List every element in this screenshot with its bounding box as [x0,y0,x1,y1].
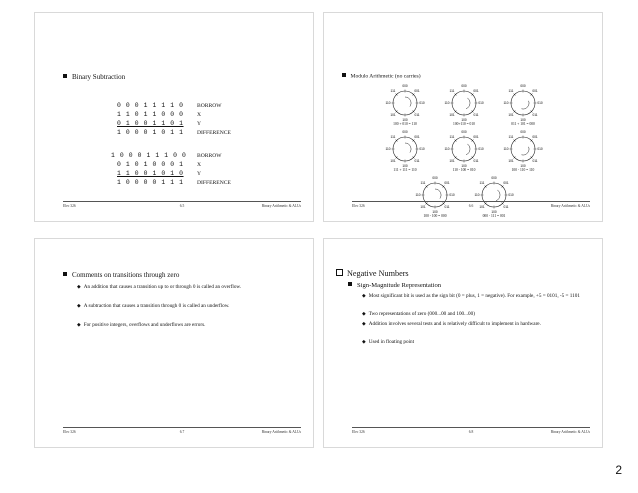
wheel-arrow [466,98,470,109]
modulo-wheel [406,175,464,223]
wheel-label: 111 [479,181,485,186]
modulo-wheel [494,129,552,177]
wheel-label: 001 [473,135,479,140]
wheel-label: 000 [402,84,408,89]
diamond-bullet-icon: ◆ [77,323,81,328]
wheel-label: 000 [520,130,526,135]
wheel-label: 000 [402,130,408,135]
bullet-item [362,311,594,318]
diamond-bullet-icon: ◆ [362,340,366,345]
y-label: Y [197,120,202,127]
wheel-label: 010 [419,147,425,152]
slide-title-text: Binary Subtraction [72,73,126,81]
slide-title [63,73,125,81]
slide-title-text: Modulo Arithmetic (no carries) [350,73,421,80]
difference-label: DIFFERENCE [197,129,231,136]
modulo-wheel-graphic [494,129,552,169]
wheel-label: 110 [385,147,391,152]
modulo-wheel-graphic [494,83,552,123]
footer-topic: Binary Arithmetic & ALUs [550,204,590,208]
wheel-label: 010 [478,101,484,106]
wheel-label: 100 [520,164,526,169]
slide-footer [352,427,590,441]
y-label: Y [197,170,202,177]
wheel-label: 110 [385,101,391,106]
square-bullet-icon [63,74,67,78]
wheel-label: 111 [508,89,514,94]
slide-subtitle-text: Sign-Magnitude Representation [357,282,442,289]
wheel-label: 011 [414,113,420,118]
x-label: X [197,111,202,118]
wheel-label: 110 [415,193,421,198]
wheel-label: 011 [473,113,479,118]
square-bullet-icon [342,73,346,77]
wheel-label: 010 [508,193,514,198]
square-bullet-icon [348,282,352,286]
wheel-label: 001 [503,181,509,186]
wheel-arrow [521,101,529,109]
slide-title-text: Comments on transitions through zero [72,271,180,279]
wheel-arrow [521,147,529,155]
slide-footer [63,427,301,441]
hollow-square-bullet-icon [336,269,343,276]
wheel-label: 101 [420,205,426,210]
borrow-label: BORROW [197,152,222,159]
wheel-label: 111 [390,135,396,140]
difference-row: 1 0 0 0 0 1 1 1 [117,179,184,186]
x-row: 0 1 0 1 0 0 0 1 [117,161,184,168]
wheel-label: 111 [449,135,455,140]
y-row: 0 1 0 0 1 1 0 1 [117,120,184,127]
wheel-label: 101 [390,113,396,118]
diamond-bullet-icon: ◆ [77,304,81,309]
footer-course: Elec 326 [63,430,76,434]
wheel-label: 111 [390,89,396,94]
bullet-text: For positive integers, overflows and underflows are errors. [83,322,206,328]
wheel-label: 111 [449,89,455,94]
wheel-label: 001 [532,135,538,140]
bullet-text: A subtraction that causes a transition through 0 is called an underflow. [83,303,230,309]
wheel-label: 100 [402,118,408,123]
slide-title [63,271,179,279]
wheel-label: 010 [449,193,455,198]
slide-footer [352,201,590,215]
wheel-label: 011 [444,205,450,210]
wheel-label: 001 [532,89,538,94]
wheel-caption: 100 + 010 = 110 [393,122,417,126]
difference-label: DIFFERENCE [197,179,231,186]
wheel-caption: 011 + 101 = 000 [511,122,535,126]
wheel-label: 100 [461,118,467,123]
wheel-label: 101 [508,159,514,164]
wheel-label: 001 [414,135,420,140]
slide-title [342,73,421,80]
wheel-label: 110 [444,101,450,106]
x-row: 1 1 0 1 1 0 0 0 [117,111,184,118]
square-bullet-icon [63,272,67,276]
wheel-label: 110 [503,147,509,152]
wheel-caption: 100 - 100 = 000 [423,214,447,218]
wheel-caption: 111 + 111 = 110 [393,168,417,172]
bullet-item [77,303,257,310]
modulo-wheel [494,83,552,131]
wheel-label: 111 [420,181,426,186]
wheel-label: 011 [473,159,479,164]
footer-rule [352,201,590,202]
modulo-wheel-graphic [435,83,493,123]
slide-footer [63,201,301,215]
wheel-label: 101 [449,113,455,118]
bullet-item [362,293,594,300]
wheel-label: 110 [503,101,509,106]
modulo-wheel-graphic [376,83,434,123]
wheel-label: 000 [432,176,438,181]
bullet-text: Most significant bit is used as the sign bit (0 = plus, 1 = negative). For example, +5 = 0101, -5 = 1101 [368,293,580,299]
diamond-bullet-icon: ◆ [362,312,366,317]
wheel-label: 101 [479,205,485,210]
wheel-label: 011 [532,159,538,164]
wheel-label: 000 [461,130,467,135]
footer-course: Elec 326 [352,204,365,208]
bullet-text: Used in floating point [368,339,415,345]
footer-slide-number: 6.5 [179,204,185,208]
borrow-label: BORROW [197,102,222,109]
borrow-row: 0 0 0 1 1 1 1 0 [117,102,184,109]
wheel-label: 011 [532,113,538,118]
wheel-label: 100 [432,210,438,215]
wheel-label: 011 [503,205,509,210]
wheel-label: 100 [491,210,497,215]
wheel-label: 001 [414,89,420,94]
wheel-label: 010 [478,147,484,152]
footer-rule [63,201,301,202]
wheel-label: 001 [444,181,450,186]
footer-rule [63,427,301,428]
diamond-bullet-icon: ◆ [77,285,81,290]
slide-negative-numbers [323,238,603,448]
bullet-item [77,284,257,291]
modulo-wheel [465,175,523,223]
footer-course: Elec 326 [63,204,76,208]
slide-binary-subtraction [34,12,314,222]
bullet-item [362,321,562,328]
footer-slide-number: 6.7 [179,430,185,434]
borrow-row: 1 0 0 0 1 1 1 0 0 [111,152,187,159]
wheel-label: 111 [508,135,514,140]
difference-row: 1 0 0 0 1 0 1 1 [117,129,184,136]
modulo-wheel [376,129,434,177]
modulo-wheel-graphic [435,129,493,169]
wheel-caption: 110 - 100 = 010 [452,168,476,172]
wheel-label: 000 [491,176,497,181]
wheel-label: 000 [461,84,467,89]
footer-course: Elec 326 [352,430,365,434]
wheel-caption: 100 - 110 = 110 [511,168,535,172]
wheel-arrow [405,97,411,107]
bullet-text: Addition involves several tests and is relatively difficult to implement in hardware. [368,321,541,327]
bullet-text: An addition that causes a transition up to or through 0 is called an overflow. [83,284,242,290]
wheel-label: 101 [449,159,455,164]
modulo-wheel [376,83,434,131]
wheel-label: 001 [473,89,479,94]
bullet-item [77,322,257,329]
modulo-wheel [435,129,493,177]
bullet-item [362,339,562,346]
modulo-wheel-graphic [376,129,434,169]
wheel-label: 000 [520,84,526,89]
footer-slide-number: 6.6 [468,204,474,208]
diamond-bullet-icon: ◆ [362,294,366,299]
slide-title-text: Negative Numbers [347,269,409,278]
slide-title [336,269,409,278]
wheel-label: 101 [390,159,396,164]
wheel-label: 100 [520,118,526,123]
page-number: 2 [615,463,622,477]
wheel-caption: 000 - 111 = 001 [482,214,506,218]
footer-topic: Binary Arithmetic & ALUs [550,430,590,434]
wheel-label: 101 [508,113,514,118]
wheel-arrow [496,190,500,201]
wheel-label: 100 [461,164,467,169]
slide-subtitle [348,282,441,289]
slide-modulo-arithmetic [323,12,603,222]
footer-topic: Binary Arithmetic & ALUs [261,430,301,434]
wheel-label: 110 [444,147,450,152]
slide-transitions-through-zero [34,238,314,448]
x-label: X [197,161,202,168]
wheel-label: 011 [414,159,420,164]
diamond-bullet-icon: ◆ [362,322,366,327]
wheel-label: 100 [402,164,408,169]
modulo-wheel [435,83,493,131]
footer-rule [352,427,590,428]
wheel-label: 010 [537,101,543,106]
wheel-label: 110 [474,193,480,198]
wheel-label: 010 [537,147,543,152]
bullet-text: Two representations of zero (000...00 and 100...00) [368,311,475,317]
y-row: 1 1 0 0 1 0 1 0 [117,170,184,177]
footer-slide-number: 6.8 [468,430,474,434]
wheel-arrow [435,189,441,199]
wheel-arrow [466,144,470,155]
footer-topic: Binary Arithmetic & ALUs [261,204,301,208]
wheel-label: 010 [419,101,425,106]
wheel-arrow [405,143,411,153]
wheel-caption: 100+110 = 010 [453,122,475,126]
